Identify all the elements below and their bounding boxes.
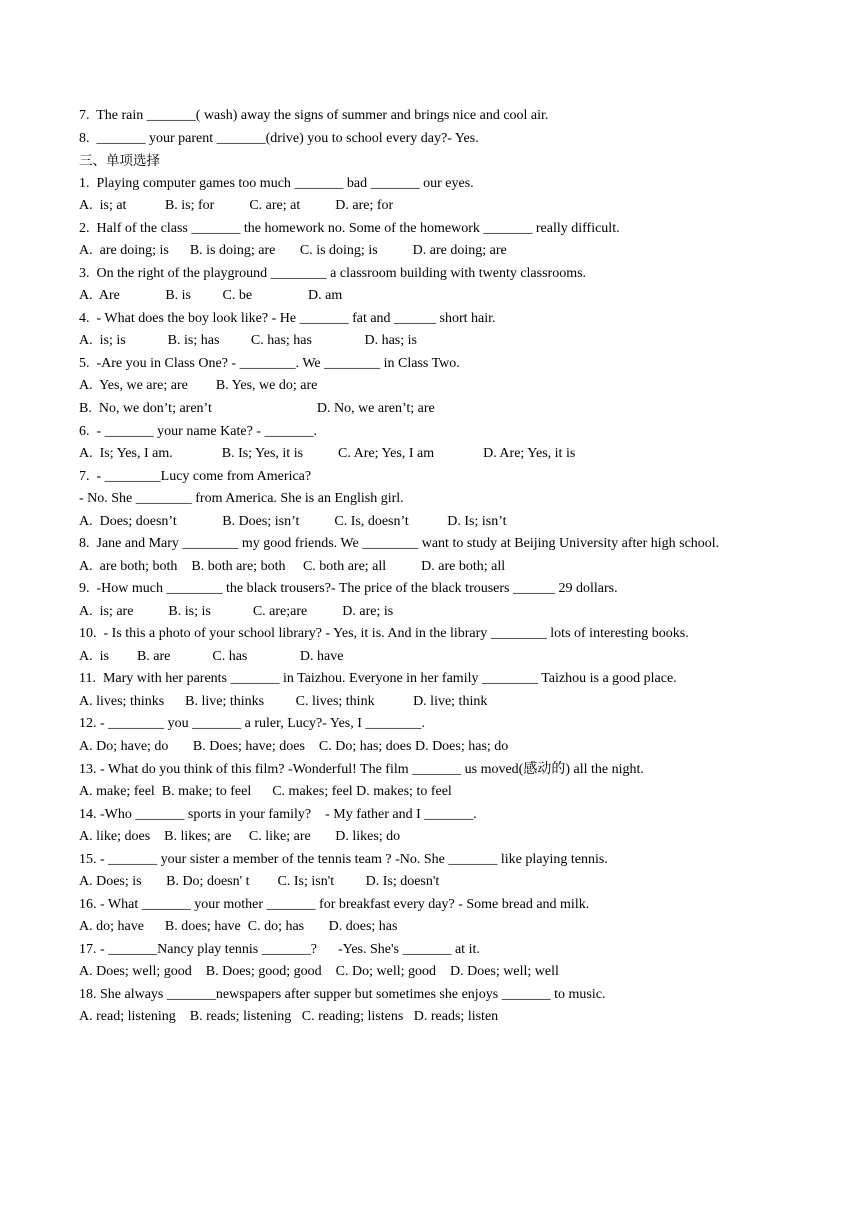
mc-question-18: 18. She always _______newspapers after supper but sometimes she enjoys _______ to music. — [79, 987, 606, 1002]
mc-question-17: 17. - _______Nancy play tennis _______? -Yes. She's _______ at it. — [79, 942, 480, 957]
mc-question-3: 3. On the right of the playground ________ a classroom building with twenty classrooms. — [79, 266, 587, 281]
mc-question-1: 1. Playing computer games too much _______ bad _______ our eyes. — [79, 176, 474, 191]
mc-question-4: 4. - What does the boy look like? - He _______ fat and ______ short hair. — [79, 311, 496, 326]
mc-question-12: 12. - ________ you _______ a ruler, Lucy?- Yes, I ________. — [79, 716, 425, 731]
mc-question-11: 11. Mary with her parents _______ in Taizhou. Everyone in her family ________ Taizhou is a good place. — [79, 671, 677, 686]
mc-question-9: 9. -How much ________ the black trousers?- The price of the black trousers ______ 29 dollars. — [79, 581, 618, 596]
mc-options-17: A. Does; well; good B. Does; good; good C. Do; well; good D. Does; well; well — [79, 964, 559, 979]
mc-options-1: A. is; at B. is; for C. are; at D. are; for — [79, 198, 394, 213]
mc-options-2: A. are doing; is B. is doing; are C. is doing; is D. are doing; are — [79, 243, 507, 258]
mc-question-16: 16. - What _______ your mother _______ for breakfast every day? - Some bread and milk. — [79, 897, 590, 912]
mc-options-15: A. Does; is B. Do; doesn' t C. Is; isn't D. Is; doesn't — [79, 874, 440, 889]
section-heading: 三、单项选择 — [79, 153, 160, 169]
mc-options-18: A. read; listening B. reads; listening C. reading; listens D. reads; listen — [79, 1009, 499, 1024]
mc-options-4: A. is; is B. is; has C. has; has D. has; is — [79, 333, 417, 348]
mc-options-7: A. Does; doesn’t B. Does; isn’t C. Is, doesn’t D. Is; isn’t — [79, 514, 507, 529]
mc-options-9: A. is; are B. is; is C. are;are D. are; is — [79, 604, 394, 619]
mc-options-5a: A. Yes, we are; are B. Yes, we do; are — [79, 378, 318, 393]
mc-options-12: A. Do; have; do B. Does; have; does C. Do; has; does D. Does; has; do — [79, 739, 509, 754]
mc-options-14: A. like; does B. likes; are C. like; are D. likes; do — [79, 829, 401, 844]
mc-question-7a: 7. - ________Lucy come from America? — [79, 469, 312, 484]
mc-question-10: 10. - Is this a photo of your school library? - Yes, it is. And in the library ________ lots of interesting books. — [79, 626, 689, 641]
mc-options-11: A. lives; thinks B. live; thinks C. lives; think D. live; think — [79, 694, 488, 709]
mc-question-15: 15. - _______ your sister a member of the tennis team ? -No. She _______ like playing tennis. — [79, 852, 608, 867]
mc-options-3: A. Are B. is C. be D. am — [79, 288, 343, 303]
mc-options-5b: B. No, we don’t; aren’t D. No, we aren’t; are — [79, 401, 435, 416]
mc-options-6: A. Is; Yes, I am. B. Is; Yes, it is C. Are; Yes, I am D. Are; Yes, it is — [79, 446, 576, 461]
question-7-line: 7. The rain _______( wash) away the signs of summer and brings nice and cool air. — [79, 108, 549, 123]
mc-question-14: 14. -Who _______ sports in your family? - My father and I _______. — [79, 807, 477, 822]
question-8-line: 8. _______ your parent _______(drive) you to school every day?- Yes. — [79, 131, 479, 146]
mc-question-6: 6. - _______ your name Kate? - _______. — [79, 424, 317, 439]
mc-question-8: 8. Jane and Mary ________ my good friends. We ________ want to study at Beijing University after high school. — [79, 536, 720, 551]
mc-options-13: A. make; feel B. make; to feel C. makes; feel D. makes; to feel — [79, 784, 452, 799]
mc-options-10: A. is B. are C. has D. have — [79, 649, 344, 664]
mc-options-16: A. do; have B. does; have C. do; has D. does; has — [79, 919, 398, 934]
mc-options-8: A. are both; both B. both are; both C. both are; all D. are both; all — [79, 559, 506, 574]
mc-question-7b: - No. She ________ from America. She is an English girl. — [79, 491, 404, 506]
mc-question-13: 13. - What do you think of this film? -Wonderful! The film _______ us moved(感动的) all the night. — [79, 762, 644, 777]
mc-question-2: 2. Half of the class _______ the homework no. Some of the homework _______ really difficult. — [79, 221, 620, 236]
mc-question-5: 5. -Are you in Class One? - ________. We ________ in Class Two. — [79, 356, 460, 371]
